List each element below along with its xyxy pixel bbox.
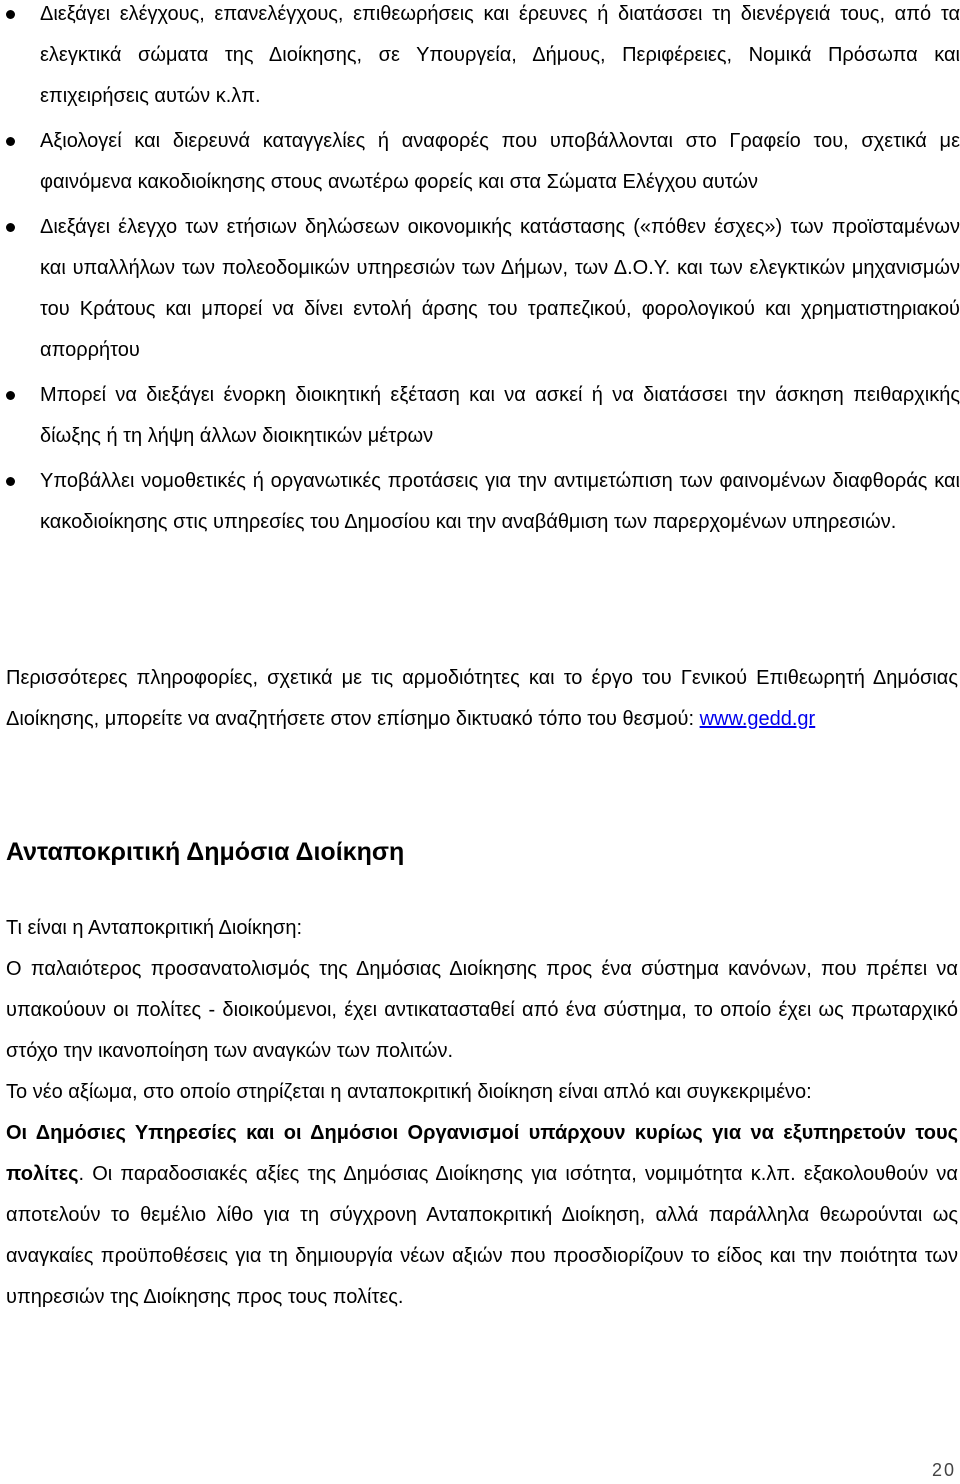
paragraph-1: Ο παλαιότερος προσανατολισμός της Δημόσιας Διοίκησης προς ένα σύστημα κανόνων, που πρέπει να υπακούουν οι πολίτες - διοικούμενοι, έχει αντικατασταθεί από ένα σύστημα, το οποίο έχει ως πρωταρχικό στόχο την ικανοποίηση των αναγκών των πολιτών.	[6, 958, 958, 1062]
list-item-text: Μπορεί να διεξάγει ένορκη διοικητική εξέταση και να ασκεί ή να διατάσσει την άσκηση πειθαρχικής δίωξης ή τη λήψη άλλων διοικητικών μέτρων	[40, 384, 960, 447]
website-link[interactable]: www.gedd.gr	[699, 708, 816, 730]
more-info-text: Περισσότερες πληροφορίες, σχετικά με τις αρμοδιότητες και το έργο του Γενικού Επιθεωρητή Δημόσιας Διοίκησης, μπορείτε να αναζητήσετε στον επίσημο δικτυακό τόπο του θεσμού:	[6, 667, 958, 730]
list-item	[0, 121, 960, 203]
bullet-icon	[6, 223, 15, 232]
section-heading: Ανταποκριτική Δημόσια Διοίκηση	[6, 838, 405, 866]
list-item	[0, 461, 960, 543]
bullet-icon	[6, 477, 15, 486]
paragraph-3	[6, 1113, 958, 1318]
paragraph-3-bold: Οι Δημόσιες Υπηρεσίες και οι Δημόσιοι Οργανισμοί υπάρχουν κυρίως για να εξυπηρετούν τους πολίτες	[6, 1122, 958, 1185]
more-info-paragraph	[6, 658, 958, 740]
bullet-icon	[6, 391, 15, 400]
bullet-icon	[6, 10, 15, 19]
list-item	[0, 207, 960, 371]
responsibilities-list	[0, 0, 960, 547]
list-item-text: Αξιολογεί και διερευνά καταγγελίες ή αναφορές που υποβάλλονται στο Γραφείο του, σχετικά με φαινόμενα κακοδιοίκησης στους ανωτέρω φορείς και στα Σώματα Ελέγχου αυτών	[40, 130, 960, 193]
paragraph-2: Το νέο αξίωμα, στο οποίο στηρίζεται η ανταποκριτική διοίκηση είναι απλό και συγκεκριμένο:	[6, 1081, 812, 1103]
list-item-text: Διεξάγει έλεγχο των ετήσιων δηλώσεων οικονομικής κατάστασης («πόθεν έσχες») των προϊσταμένων και υπαλλήλων των πολεοδομικών υπηρεσιών των Δήμων, των Δ.Ο.Υ. και των ελεγκτικών μηχανισμών του Κράτους και μπορεί να δίνει εντολή άρσης του τραπεζικού, φορολογικού και χρηματιστηριακού απορρήτου	[40, 216, 960, 361]
list-item	[0, 375, 960, 457]
paragraph-3-rest: . Οι παραδοσιακές αξίες της Δημόσιας Διοίκησης για ισότητα, νομιμότητα κ.λπ. εξακολουθούν να αποτελούν το θεμέλιο λίθο για τη σύγχρονη Ανταποκριτική Διοίκηση, αλλά παράλληλα θεωρούνται ως αναγκαίες προϋποθέσεις για τη δημιουργία νέων αξιών που προσδιορίζουν το είδος και την ποιότητα των υπηρεσιών της Διοίκησης προς τους πολίτες.	[6, 1163, 958, 1308]
list-item-text: Υποβάλλει νομοθετικές ή οργανωτικές προτάσεις για την αντιμετώπιση των φαινομένων διαφθοράς και κακοδιοίκησης στις υπηρεσίες του Δημοσίου και την αναβάθμιση των παρερχομένων υπηρεσιών.	[40, 470, 960, 533]
page-number: 20	[931, 1460, 956, 1480]
body-text	[6, 908, 958, 1318]
list-item-text: Διεξάγει ελέγχους, επανελέγχους, επιθεωρήσεις και έρευνες ή διατάσσει τη διενέργειά τους, από τα ελεγκτικά σώματα της Διοίκησης, σε Υπουργεία, Δήμους, Περιφέρειες, Νομικά Πρόσωπα και επιχειρήσεις αυτών κ.λπ.	[40, 3, 960, 107]
question-text: Τι είναι η Ανταποκριτική Διοίκηση:	[6, 917, 303, 939]
bullet-icon	[6, 137, 15, 146]
list-item	[0, 0, 960, 117]
